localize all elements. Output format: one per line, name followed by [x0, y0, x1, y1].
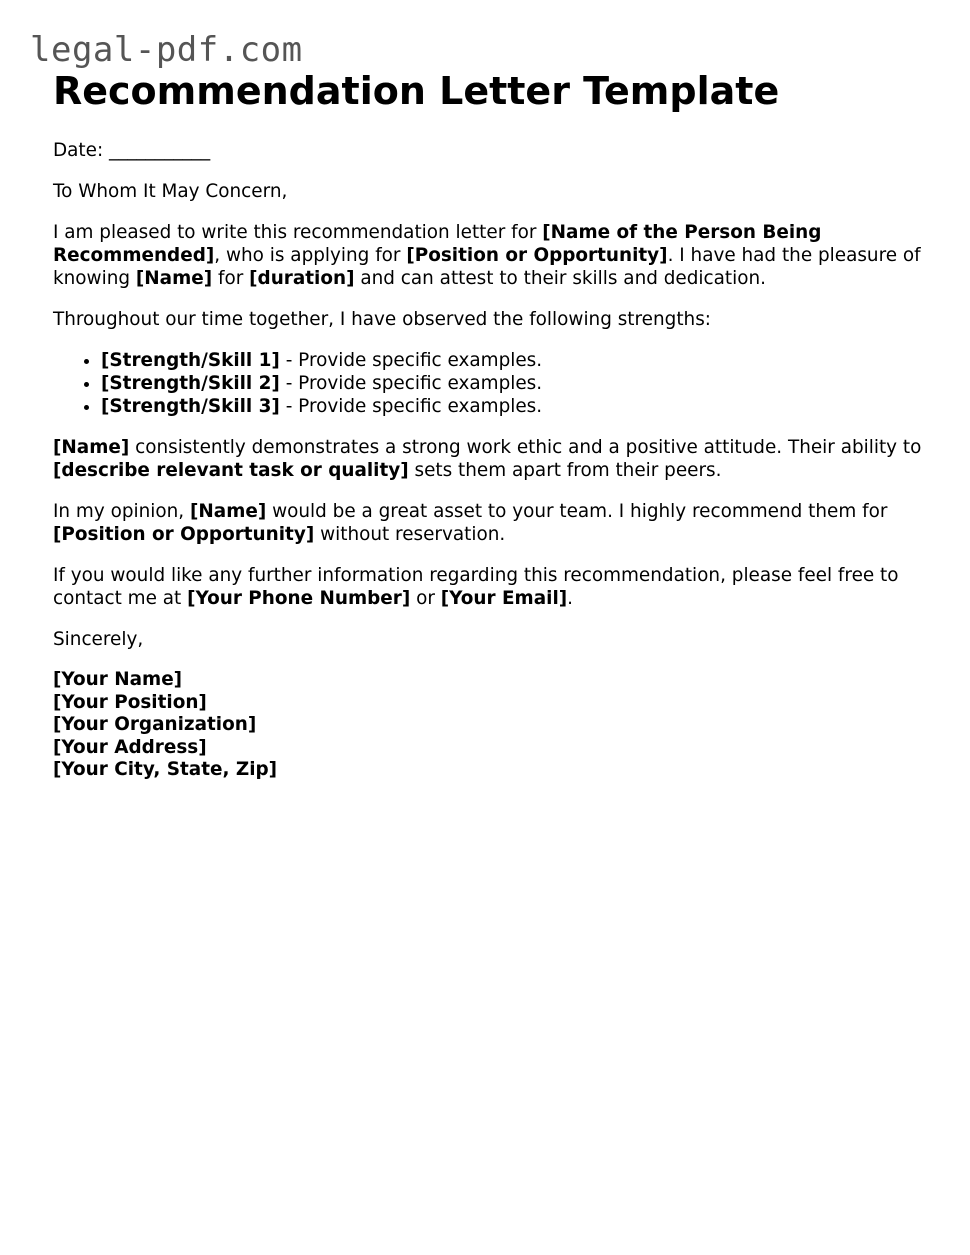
strengths-list: [53, 349, 928, 418]
intro-placeholder-position: [Position or Opportunity]: [406, 245, 668, 266]
contact-placeholder-email: [Your Email]: [440, 588, 568, 609]
ethic-paragraph: [53, 436, 928, 482]
signature-position: [Your Position]: [53, 691, 207, 713]
opinion-paragraph: [53, 500, 928, 546]
list-item: [101, 395, 928, 418]
intro-placeholder-duration: [duration]: [249, 268, 355, 289]
ethic-placeholder-name: [Name]: [53, 437, 130, 458]
list-item: [101, 349, 928, 372]
letter-body: [53, 139, 928, 782]
contact-text-3: .: [567, 588, 574, 609]
ethic-text-2: sets them apart from their peers.: [408, 460, 722, 481]
intro-paragraph: [53, 221, 928, 290]
intro-text-5: and can attest to their skills and dedication.: [354, 268, 766, 289]
signature-organization: [Your Organization]: [53, 714, 257, 736]
date-blank: ___________: [109, 140, 211, 161]
intro-placeholder-name: [Name]: [135, 268, 213, 289]
contact-text-2: or: [410, 588, 441, 609]
strength-text: - Provide specific examples.: [279, 396, 543, 417]
intro-text-3: . I have had the pleasure of knowing: [53, 245, 921, 289]
strength-skill: [Strength/Skill 2]: [101, 373, 280, 394]
contact-paragraph: [53, 564, 928, 610]
opinion-placeholder-name: [Name]: [189, 501, 267, 522]
strength-text: - Provide specific examples.: [279, 373, 543, 394]
intro-text-2: , who is applying for: [214, 245, 407, 266]
closing: Sincerely,: [53, 629, 144, 650]
ethic-placeholder-task: [describe relevant task or quality]: [53, 460, 409, 481]
intro-text-4: for: [212, 268, 250, 289]
greeting: To Whom It May Concern,: [53, 181, 288, 202]
watermark-logo: legal-pdf.com: [30, 30, 303, 70]
signature-address: [Your Address]: [53, 736, 207, 758]
date-label: Date:: [53, 140, 104, 161]
list-item: [101, 372, 928, 395]
strength-skill: [Strength/Skill 3]: [101, 396, 280, 417]
opinion-text-2: would be a great asset to your team. I highly recommend them for: [266, 501, 888, 522]
strength-skill: [Strength/Skill 1]: [101, 350, 280, 371]
signature-name: [Your Name]: [53, 669, 183, 690]
contact-text-1: If you would like any further information regarding this recommendation, please feel free to contact me at: [53, 565, 899, 609]
strengths-intro: Throughout our time together, I have observed the following strengths:: [53, 309, 711, 330]
date-line: [53, 139, 928, 162]
intro-text-1: I am pleased to write this recommendation letter for: [53, 222, 543, 243]
ethic-text-1: consistently demonstrates a strong work ethic and a positive attitude. Their ability to: [129, 437, 922, 458]
signature-city-state-zip: [Your City, State, Zip]: [53, 759, 278, 781]
strength-text: - Provide specific examples.: [279, 350, 543, 371]
intro-placeholder-person: [Name of the Person Being Recommended]: [53, 222, 822, 266]
signature-block: [53, 669, 928, 782]
opinion-text-1: In my opinion,: [53, 501, 190, 522]
opinion-text-3: without reservation.: [314, 524, 506, 545]
contact-placeholder-phone: [Your Phone Number]: [187, 588, 411, 609]
opinion-placeholder-position: [Position or Opportunity]: [53, 524, 315, 545]
document-title: Recommendation Letter Template: [53, 69, 780, 113]
